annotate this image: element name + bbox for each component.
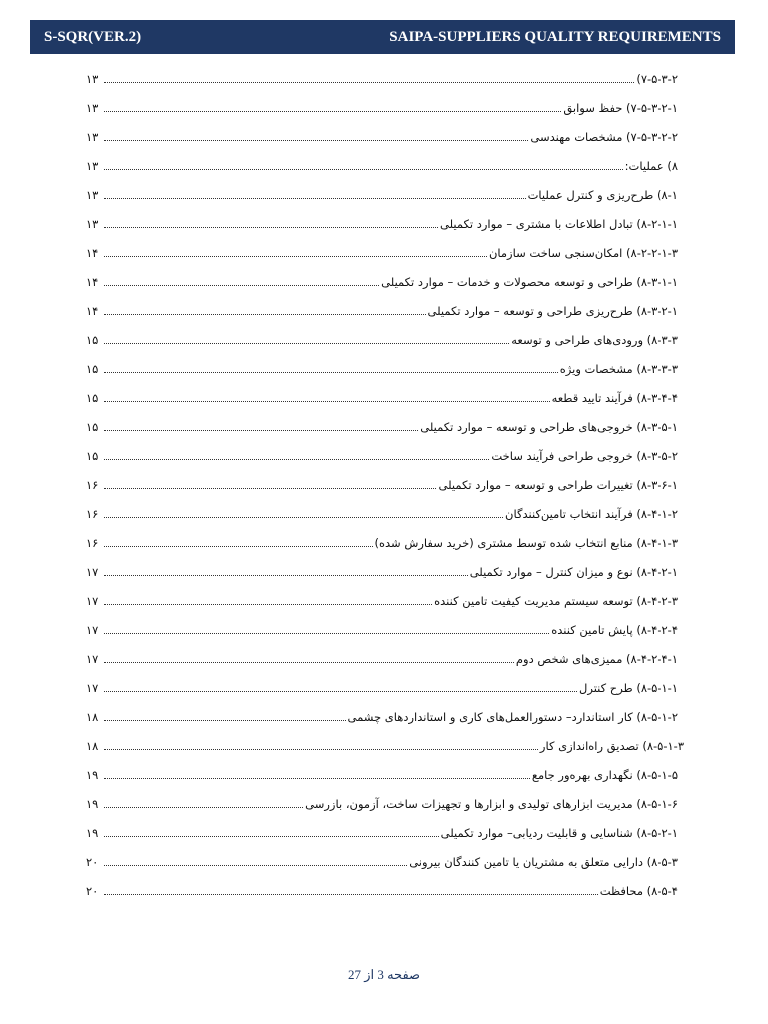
toc-entry-title: ۸) عملیات: (624, 158, 678, 173)
toc-dot-leader (104, 546, 373, 547)
toc-entry-title: ۸-۵-۲-۱) شناسایی و قابلیت ردیابی– موارد تکمیلی (440, 825, 678, 840)
toc-dot-leader (104, 430, 418, 431)
toc-entry-title: ۸-۳-۶-۱) تغییرات طراحی و توسعه – موارد تکمیلی (438, 477, 678, 492)
toc-entry-page: ۱۶ (86, 477, 99, 492)
toc-dot-leader (104, 82, 634, 83)
toc-entry-page: ۱۹ (86, 796, 99, 811)
toc-entry-title: ۸-۴-۲-۴-۱) ممیزی‌های شخص دوم (515, 651, 678, 666)
toc-dot-leader (104, 343, 509, 344)
toc-entry-title: ۸-۵-۱-۵) نگهداری بهره‌ور جامع (531, 767, 678, 782)
toc-entry[interactable] (86, 412, 678, 441)
toc-entry-page: ۱۵ (86, 361, 99, 376)
toc-dot-leader (104, 778, 530, 779)
page-header (30, 20, 735, 54)
toc-entry-page: ۱۵ (86, 448, 99, 463)
toc-dot-leader (104, 169, 623, 170)
toc-entry-title: ۸-۴-۱-۳) منابع انتخاب شده توسط مشتری (خرید سفارش شده) (374, 535, 678, 550)
toc-entry-page: ۲۰ (86, 854, 99, 869)
toc-entry[interactable] (86, 644, 678, 673)
toc-dot-leader (104, 401, 550, 402)
toc-entry[interactable] (86, 702, 678, 731)
page-total: 27 (347, 967, 361, 982)
toc-entry[interactable] (86, 615, 678, 644)
toc-entry[interactable] (86, 64, 678, 93)
toc-entry[interactable] (86, 151, 678, 180)
toc-entry-page: ۱۹ (86, 767, 99, 782)
toc-entry[interactable] (86, 557, 678, 586)
toc-dot-leader (104, 894, 598, 895)
toc-entry[interactable] (86, 499, 678, 528)
toc-entry-title: ۷-۵-۳-۲) (636, 71, 678, 86)
toc-dot-leader (104, 836, 439, 837)
toc-dot-leader (104, 691, 577, 692)
toc-entry-title: ۸-۴-۲-۱) نوع و میزان کنترل – موارد تکمیلی (469, 564, 678, 579)
document-title: SAIPA-SUPPLIERS QUALITY REQUIREMENTS (389, 28, 721, 45)
toc-entry[interactable] (86, 818, 678, 847)
toc-dot-leader (104, 517, 503, 518)
toc-entry[interactable] (86, 238, 678, 267)
toc-entry-title: ۷-۵-۳-۲-۱) حفظ سوابق (563, 100, 678, 115)
toc-entry[interactable] (86, 586, 678, 615)
toc-dot-leader (104, 285, 379, 286)
toc-entry-title: ۸-۳-۱-۱) طراحی و توسعه محصولات و خدمات – موارد تکمیلی (381, 274, 678, 289)
toc-entry[interactable] (86, 122, 678, 151)
toc-entry-page: ۱۳ (86, 216, 99, 231)
toc-entry-title: ۸-۴-۱-۲) فرآیند انتخاب تامین‌کنندگان (505, 506, 678, 521)
toc-dot-leader (104, 807, 303, 808)
table-of-contents (86, 64, 684, 905)
toc-dot-leader (104, 198, 526, 199)
toc-entry-title: ۷-۵-۳-۲-۲) مشخصات مهندسی (530, 129, 678, 144)
toc-entry[interactable] (86, 847, 678, 876)
toc-entry[interactable] (86, 673, 678, 702)
toc-entry-page: ۱۳ (86, 71, 99, 86)
toc-entry-title: ۸-۵-۱-۲) کار استاندارد– دستورالعمل‌های کاری و استانداردهای چشمی (347, 709, 678, 724)
toc-dot-leader (104, 314, 426, 315)
toc-dot-leader (104, 749, 538, 750)
toc-entry-page: ۱۸ (86, 738, 99, 753)
toc-dot-leader (104, 459, 489, 460)
toc-entry[interactable] (86, 383, 678, 412)
toc-entry-title: ۸-۳-۵-۱) خروجی‌های طراحی و توسعه – موارد تکمیلی (420, 419, 678, 434)
toc-entry-page: ۱۵ (86, 390, 99, 405)
toc-entry-page: ۱۹ (86, 825, 99, 840)
toc-dot-leader (104, 140, 528, 141)
toc-entry-title: ۸-۱) طرح‌ریزی و کنترل عملیات (527, 187, 678, 202)
toc-entry-title: ۸-۵-۴) محافظت (599, 883, 678, 898)
toc-entry-title: ۸-۵-۳) دارایی متعلق به مشتریان یا تامین کنندگان بیرونی (409, 854, 678, 869)
toc-entry-page: ۱۷ (86, 564, 99, 579)
toc-dot-leader (104, 372, 558, 373)
toc-entry-title: ۸-۴-۲-۴) پایش تامین کننده (551, 622, 678, 637)
toc-entry-title: ۸-۳-۴-۴) فرآیند تایید قطعه (551, 390, 678, 405)
toc-entry-page: ۱۵ (86, 419, 99, 434)
page-sep: از (364, 967, 375, 982)
toc-dot-leader (104, 720, 346, 721)
toc-entry[interactable] (86, 789, 678, 818)
toc-entry-page: ۱۳ (86, 129, 99, 144)
toc-entry-title: ۸-۵-۱-۱) طرح کنترل (579, 680, 678, 695)
toc-entry-title: ۸-۳-۲-۱) طرح‌ریزی طراحی و توسعه – موارد تکمیلی (427, 303, 678, 318)
toc-dot-leader (104, 111, 561, 112)
toc-entry-page: ۱۸ (86, 709, 99, 724)
toc-entry-title: ۸-۵-۱-۶) مدیریت ابزارهای تولیدی و ابزارها و تجهیزات ساخت، آزمون، بازرسی (305, 796, 678, 811)
toc-entry-title: ۸-۳-۵-۲) خروجی طراحی فرآیند ساخت (491, 448, 678, 463)
toc-entry-title: ۸-۴-۲-۳) توسعه سیستم مدیریت کیفیت تامین کننده (434, 593, 678, 608)
toc-entry-title: ۸-۳-۳-۳) مشخصات ویژه (559, 361, 678, 376)
toc-entry-page: ۱۳ (86, 187, 99, 202)
toc-dot-leader (104, 488, 436, 489)
toc-entry[interactable] (86, 325, 678, 354)
toc-dot-leader (104, 633, 549, 634)
toc-dot-leader (104, 865, 407, 866)
toc-entry[interactable] (86, 760, 678, 789)
toc-entry-page: ۱۶ (86, 506, 99, 521)
toc-entry[interactable] (86, 209, 678, 238)
toc-entry[interactable] (86, 876, 678, 905)
toc-entry[interactable] (86, 267, 678, 296)
toc-entry-page: ۱۵ (86, 332, 99, 347)
toc-entry[interactable] (86, 441, 678, 470)
toc-dot-leader (104, 256, 487, 257)
document-code: S-SQR(VER.2) (44, 28, 142, 45)
toc-entry-page: ۱۳ (86, 158, 99, 173)
toc-entry-title: ۸-۲-۲-۱-۳) امکان‌سنجی ساخت سازمان (488, 245, 678, 260)
toc-entry-page: ۱۶ (86, 535, 99, 550)
page-footer (0, 967, 768, 983)
toc-entry-title: ۸-۲-۱-۱) تبادل اطلاعات با مشتری – موارد تکمیلی (439, 216, 678, 231)
toc-entry-page: ۲۰ (86, 883, 99, 898)
toc-dot-leader (104, 604, 432, 605)
toc-entry-page: ۱۷ (86, 622, 99, 637)
toc-entry-page: ۱۷ (86, 680, 99, 695)
toc-entry-page: ۱۴ (86, 274, 99, 289)
toc-entry-title: ۸-۵-۱-۳) تصدیق راه‌اندازی کار (539, 738, 684, 753)
toc-entry-page: ۱۷ (86, 593, 99, 608)
toc-entry-page: ۱۷ (86, 651, 99, 666)
page-label: صفحه (387, 967, 421, 982)
toc-entry-title: ۸-۳-۳) ورودی‌های طراحی و توسعه (511, 332, 678, 347)
toc-entry[interactable] (86, 354, 678, 383)
toc-dot-leader (104, 227, 438, 228)
toc-entry-page: ۱۴ (86, 245, 99, 260)
page-current: 3 (377, 967, 384, 982)
toc-entry-page: ۱۳ (86, 100, 99, 115)
toc-entry[interactable] (86, 528, 678, 557)
toc-entry[interactable] (86, 180, 678, 209)
toc-dot-leader (104, 575, 468, 576)
toc-entry[interactable] (86, 731, 684, 760)
toc-entry[interactable] (86, 296, 678, 325)
toc-entry[interactable] (86, 470, 678, 499)
toc-dot-leader (104, 662, 514, 663)
toc-entry[interactable] (86, 93, 678, 122)
toc-entry-page: ۱۴ (86, 303, 99, 318)
